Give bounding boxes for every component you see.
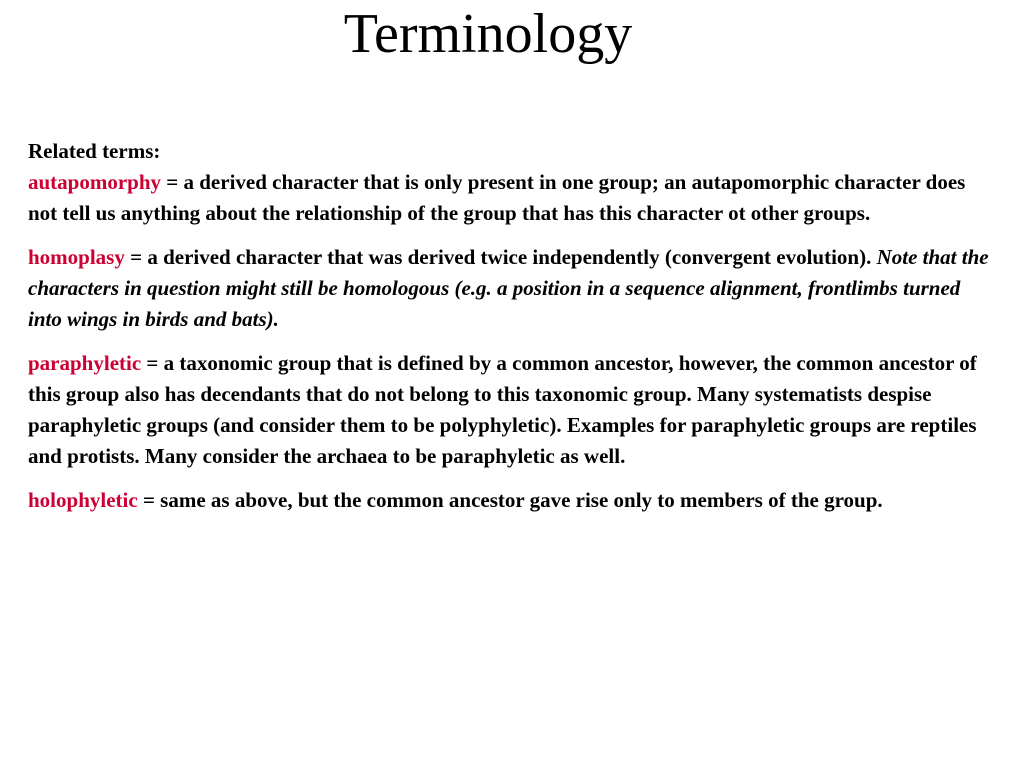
definition-autapomorphy: = a derived character that is only present in one group; an autapomorphic character does not tell us anything about the relationship of the group that has this character ot other groups. <box>28 170 966 225</box>
term-homoplasy: homoplasy <box>28 245 125 269</box>
note-homoplasy: Note that the characters in question might still be homologous (e.g. a position in a sequence alignment, frontlimbs turned into wings in birds and bats). <box>28 245 989 331</box>
definition-paraphyletic: = a taxonomic group that is defined by a common ancestor, however, the common ancestor of this group also has decendants that do not belong to this taxonomic group. Many systematists despise paraphyletic groups (and consider them to be polyphyletic). Examples for paraphyletic groups are reptiles and protists. Many consider the archaea to be paraphyletic as well. <box>28 351 977 468</box>
terms-paragraph-paraphyletic <box>28 348 993 472</box>
intro-label: Related terms: <box>28 139 161 163</box>
terms-paragraph-autapomorphy <box>28 136 993 229</box>
terms-paragraph-holophyletic <box>28 485 993 516</box>
term-paraphyletic: paraphyletic <box>28 351 142 375</box>
definition-holophyletic: = same as above, but the common ancestor gave rise only to members of the group. <box>137 488 883 512</box>
term-holophyletic: holophyletic <box>28 488 138 512</box>
definition-homoplasy: = a derived character that was derived twice independently (convergent evolution). <box>124 245 877 269</box>
slide-title: Terminology <box>343 3 633 65</box>
terms-paragraph-homoplasy <box>28 242 993 335</box>
term-autapomorphy: autapomorphy <box>28 170 162 194</box>
terms-body <box>28 136 993 529</box>
